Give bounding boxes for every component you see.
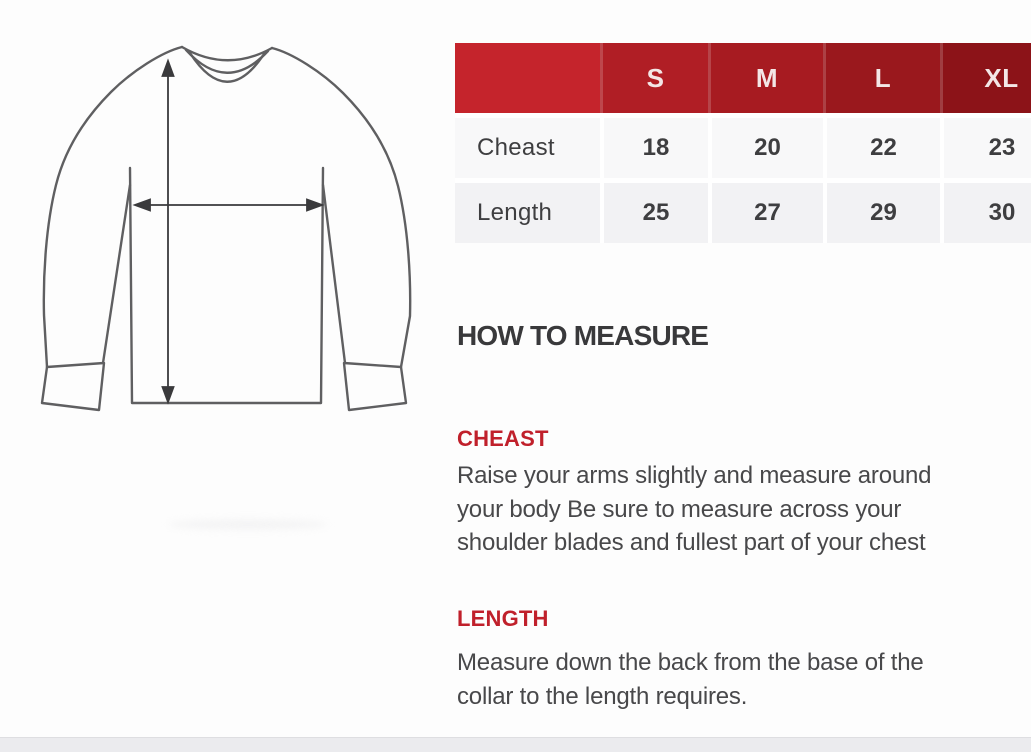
arrow-left-icon: [135, 200, 150, 211]
right-sleeve-outline: [272, 48, 410, 367]
size-chart-corner-cell: [455, 43, 600, 113]
right-cuff: [344, 363, 406, 410]
right-inner-sleeve: [323, 185, 345, 363]
row-label: Length: [455, 178, 600, 243]
cheast-instructions: [457, 459, 931, 560]
how-to-measure-title: HOW TO MEASURE: [457, 320, 709, 351]
cell-value: 25: [600, 178, 708, 243]
size-column-header: L: [823, 43, 940, 113]
instruction-line: collar to the length requires.: [457, 682, 748, 710]
cell-value: 23: [940, 113, 1031, 178]
footer-band: [0, 737, 1031, 752]
arrow-right-icon: [307, 200, 322, 211]
table-row-length: [455, 178, 1031, 243]
size-chart-header-row: [455, 43, 1031, 113]
instruction-line: shoulder blades and fullest part of your chest: [457, 529, 926, 556]
cell-value: 27: [708, 178, 823, 243]
instruction-line: your body Be sure to measure across your: [457, 495, 902, 523]
faint-smudge: [168, 520, 328, 529]
length-instructions: [457, 646, 924, 713]
instruction-line: Measure down the back from the base of the: [457, 649, 924, 676]
cheast-heading: CHEAST: [457, 426, 549, 451]
left-inner-sleeve: [103, 185, 130, 363]
shirt-body: [130, 168, 323, 403]
shirt-measurement-diagram: [18, 33, 442, 425]
length-arrow: [163, 61, 174, 402]
row-label: Cheast: [455, 113, 600, 178]
cell-value: 30: [940, 178, 1031, 243]
size-column-header: S: [600, 43, 708, 113]
arrow-up-icon: [163, 61, 174, 76]
arrow-down-icon: [163, 387, 174, 402]
table-row-cheast: [455, 113, 1031, 178]
cell-value: 29: [823, 178, 940, 243]
left-sleeve-outline: [44, 47, 182, 367]
cell-value: 22: [823, 113, 940, 178]
instruction-line: Raise your arms slightly and measure around: [457, 462, 932, 489]
shirt-outline: [42, 47, 410, 410]
length-heading: LENGTH: [457, 606, 549, 631]
chest-width-arrow: [135, 200, 322, 211]
size-chart-table: [455, 43, 1031, 243]
cell-value: 18: [600, 113, 708, 178]
left-cuff: [42, 363, 104, 410]
collar: [182, 47, 272, 82]
cell-value: 20: [708, 113, 823, 178]
size-column-header: M: [708, 43, 823, 113]
size-column-header: XL: [940, 43, 1031, 113]
